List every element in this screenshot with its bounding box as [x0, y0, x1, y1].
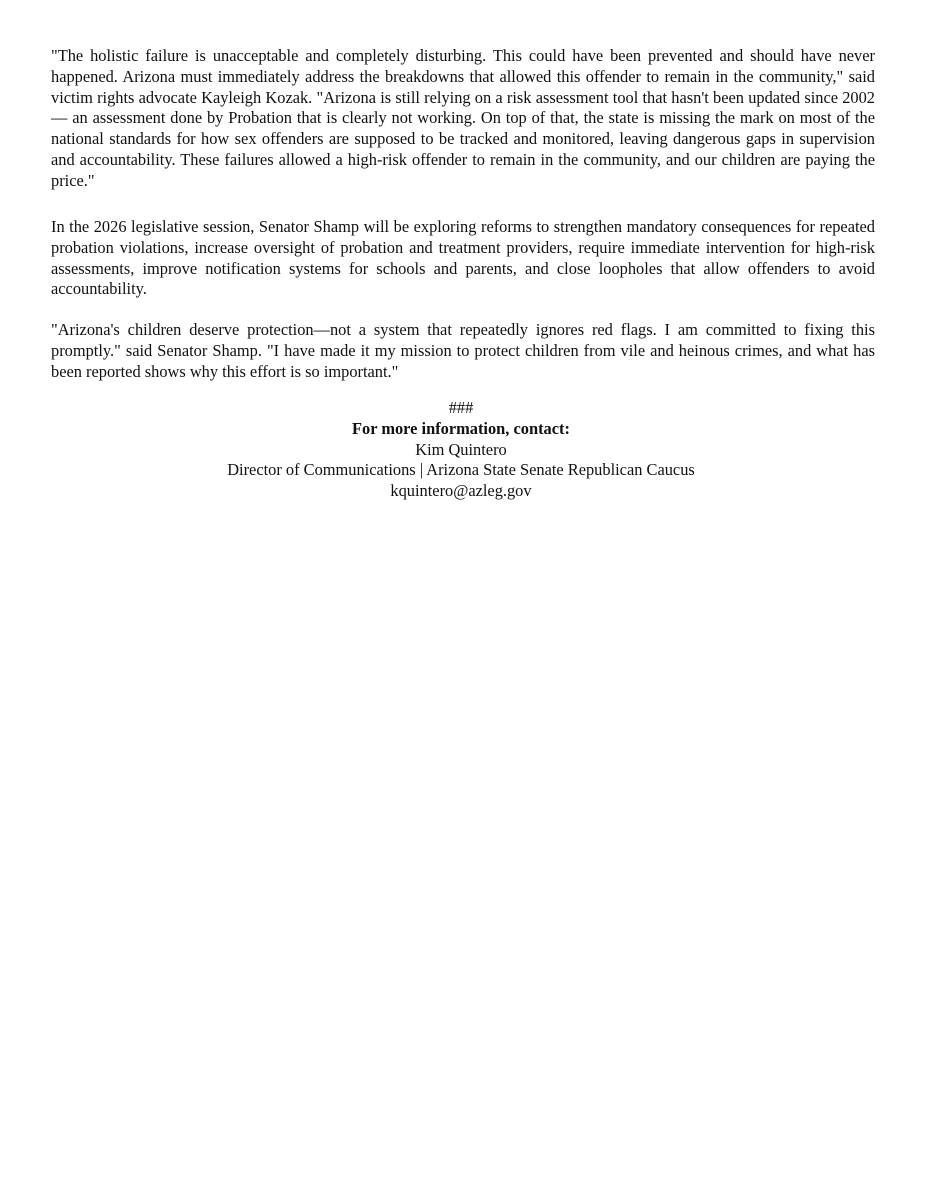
contact-block	[0, 398, 922, 502]
quote-paragraph-shamp: "Arizona's children deserve protection—not a system that repeatedly ignores red flags. I am committed to fixing this promptly." said Senator Shamp. "I have made it my mission to protect children from vile and heinous crimes, and what has been reported shows why this effort is so important."	[51, 320, 875, 381]
contact-heading: For more information, contact:	[352, 418, 570, 438]
quote-paragraph-kozak: "The holistic failure is unacceptable and completely disturbing. This could have been prevented and should have never happened. Arizona must immediately address the breakdowns that allowed this offender to remain in the community," said victim rights advocate Kayleigh Kozak. "Arizona is still relying on a risk assessment tool that hasn't been updated since 2002 — an assessment done by Probation that is clearly not working. On top of that, the state is missing the mark on most of the national standards for how sex offenders are supposed to be tracked and monitored, leaving dangerous gaps in supervision and accountability. These failures allowed a high-risk offender to remain in the community, and our children are paying the price."	[51, 46, 875, 190]
contact-name: Kim Quintero	[415, 439, 507, 459]
end-marker: ###	[448, 398, 474, 417]
contact-email: kquintero@azleg.gov	[390, 481, 532, 501]
contact-title: Director of Communications | Arizona State Senate Republican Caucus	[227, 460, 695, 480]
legislative-reforms-paragraph: In the 2026 legislative session, Senator Shamp will be exploring reforms to strengthen mandatory consequences for repeated probation violations, increase oversight of probation and treatment providers, require immediate intervention for high-risk assessments, improve notification systems for schools and parents, and close loopholes that allow offenders to avoid accountability.	[51, 217, 875, 299]
